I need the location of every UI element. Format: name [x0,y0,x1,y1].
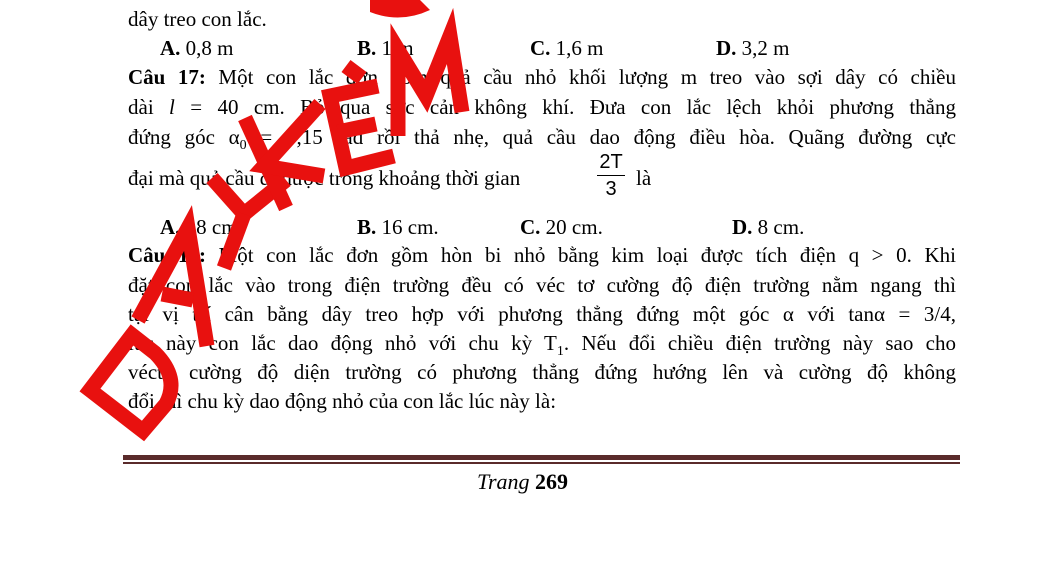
footer-rule-thick [123,455,960,460]
fraction-denominator: 3 [605,178,617,200]
q17-option-b: B. 16 cm. [357,215,439,239]
fraction-numerator: 2T [599,151,623,173]
page-footer [0,469,1045,495]
q18-label: Câu 18: [128,243,206,267]
q17-option-c: C. 20 cm. [520,215,603,239]
q17-line-4-end: là [636,166,652,190]
q18-line-5: vécto cường độ diện trường có phương thẳng đứng hướng lên và cường độ không [128,360,956,384]
page-label: Trang [476,469,530,494]
prev-option-d: D. 3,2 m [716,36,790,60]
q18-line-3: tại vị trí cân bằng dây treo hợp với phương thẳng đứng một góc α với tanα = 3/4, [128,302,956,326]
q18-line-6: đổi thì chu kỳ dao động nhỏ của con lắc lúc này là: [128,389,557,413]
length-variable: l [169,95,175,119]
q18-line-4: lúc này con lắc dao động nhỏ với chu kỳ $T_1$. Nếu đổi chiều điện trường này sao cho [128,331,957,360]
prev-option-c: C. 1,6 m [530,36,604,60]
prev-question-tail: dây treo con lắc. [128,7,267,31]
prev-option-a: A. 0,8 m [160,36,234,60]
fraction-bar [597,175,625,176]
q18-line-2: đặt con lắc vào trong điện trường đều có véc tơ cường độ điện trường nằm ngang thì [128,273,956,297]
q17-line-1: Câu 17: Một con lắc đơn gồm quả cầu nhỏ khối lượng m treo vào sợi dây có chiều [128,65,956,89]
q17-line-2: dài l = 40 cm. Bỏ qua sức cản không khí. Đưa con lắc lệch khỏi phương thẳng [128,95,957,119]
q17-label: Câu 17: [128,65,206,89]
page-number: 269 [535,469,569,494]
prev-option-b: B. 1 m [357,36,414,60]
q17-option-a: A. 18 cm. [160,215,243,239]
footer-rule-thin [123,462,960,464]
q17-line-4: đại mà quả cầu đi được trong khoảng thời gian [128,166,521,190]
q17-line-3: đứng góc $\alpha_0 = 0,15$ rad rồi thả nhẹ, quả cầu dao động điều hòa. Quãng đường cực [128,125,956,154]
fraction-2t-over-3 [595,150,627,201]
q17-option-d: D. 8 cm. [732,215,805,239]
q18-line-1: Câu 18: Một con lắc đơn gồm hòn bi nhỏ bằng kim loại được tích điện q > 0. Khi [128,243,956,267]
